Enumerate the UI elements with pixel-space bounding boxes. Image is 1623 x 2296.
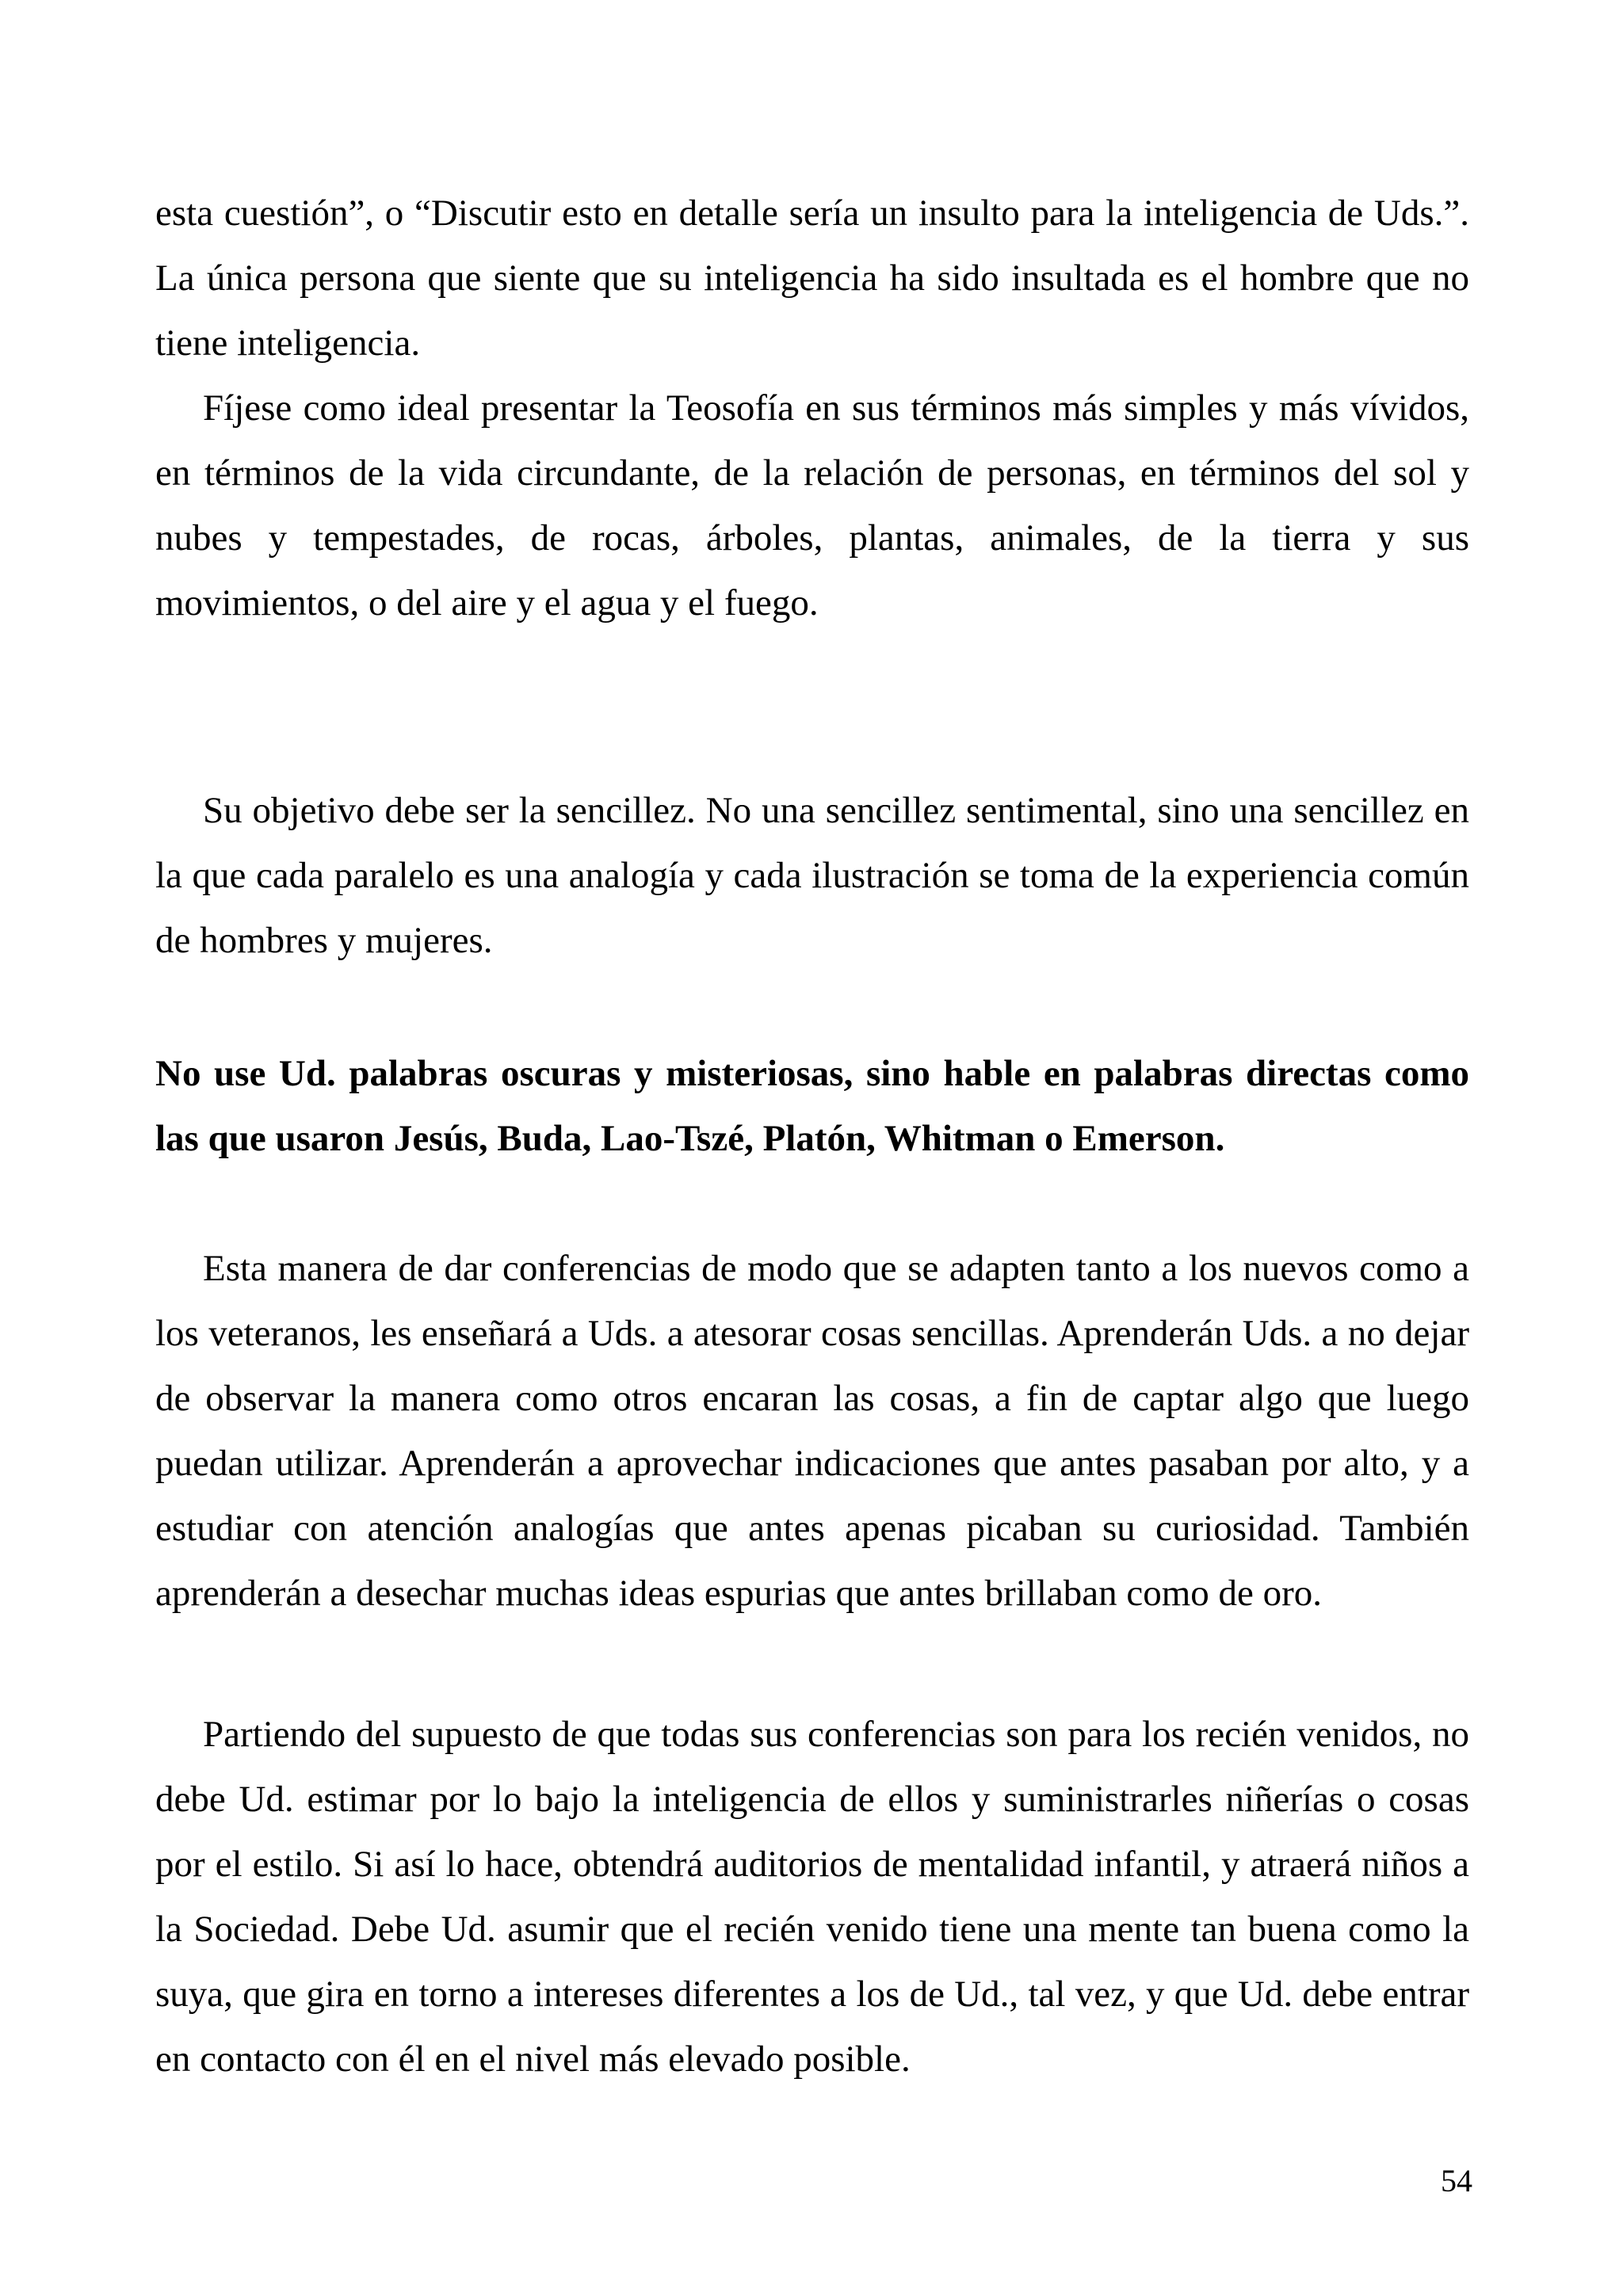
paragraph-conferencias: Esta manera de dar conferencias de modo que se adapten tanto a los nuevos como a los veteranos, les enseñará a Uds. a atesorar cosas sencillas. Aprenderán Uds. a no dejar de observar la manera como otros encaran las cosas, a fin de captar algo que luego puedan utilizar. Aprenderán a aprovechar indicaciones que antes pasaban por alto, y a estudiar con atención analogías que antes apenas picaban su curiosidad. También aprenderán a desechar muchas ideas espurias que antes brillaban como de oro.: [155, 1248, 1469, 1614]
paragraph-sencillez: Su objetivo debe ser la sencillez. No una sencillez sentimental, sino una sencillez en la que cada paralelo es una analogía y cada ilustración se toma de la experiencia común de hombres y mujeres.: [155, 790, 1469, 961]
paragraph-bold-emphasis: No use Ud. palabras oscuras y misteriosas, sino hable en palabras directas como las que usaron Jesús, Buda, Lao-Tszé, Platón, Whitman o Emerson.: [155, 1053, 1469, 1159]
paragraph-recien-venidos: Partiendo del supuesto de que todas sus conferencias son para los recién venidos, no debe Ud. estimar por lo bajo la inteligencia de ellos y suministrarles niñerías o cosas por el estilo. Si así lo hace, obtendrá auditorios de mentalidad infantil, y atraerá niños a la Sociedad. Debe Ud. asumir que el recién venido tiene una mente tan buena como la suya, que gira en torno a intereses diferentes a los de Ud., tal vez, y que Ud. debe entrar en contacto con él en el nivel más elevado posible.: [155, 1714, 1469, 2080]
page-number: 54: [1441, 2163, 1472, 2199]
paragraph-teosofia-ideal: Fíjese como ideal presentar la Teosofía en sus términos más simples y más vívidos, en términos de la vida circundante, de la relación de personas, en términos del sol y nubes y tempestades, de rocas, árboles, plantas, animales, de la tierra y sus movimientos, o del aire y el agua y el fuego.: [155, 387, 1469, 624]
paragraph-continuation: esta cuestión”, o “Discutir esto en detalle sería un insulto para la inteligencia de Uds.”. La única persona que siente que su inteligencia ha sido insultada es el hombre que no tiene inteligencia.: [155, 193, 1469, 364]
